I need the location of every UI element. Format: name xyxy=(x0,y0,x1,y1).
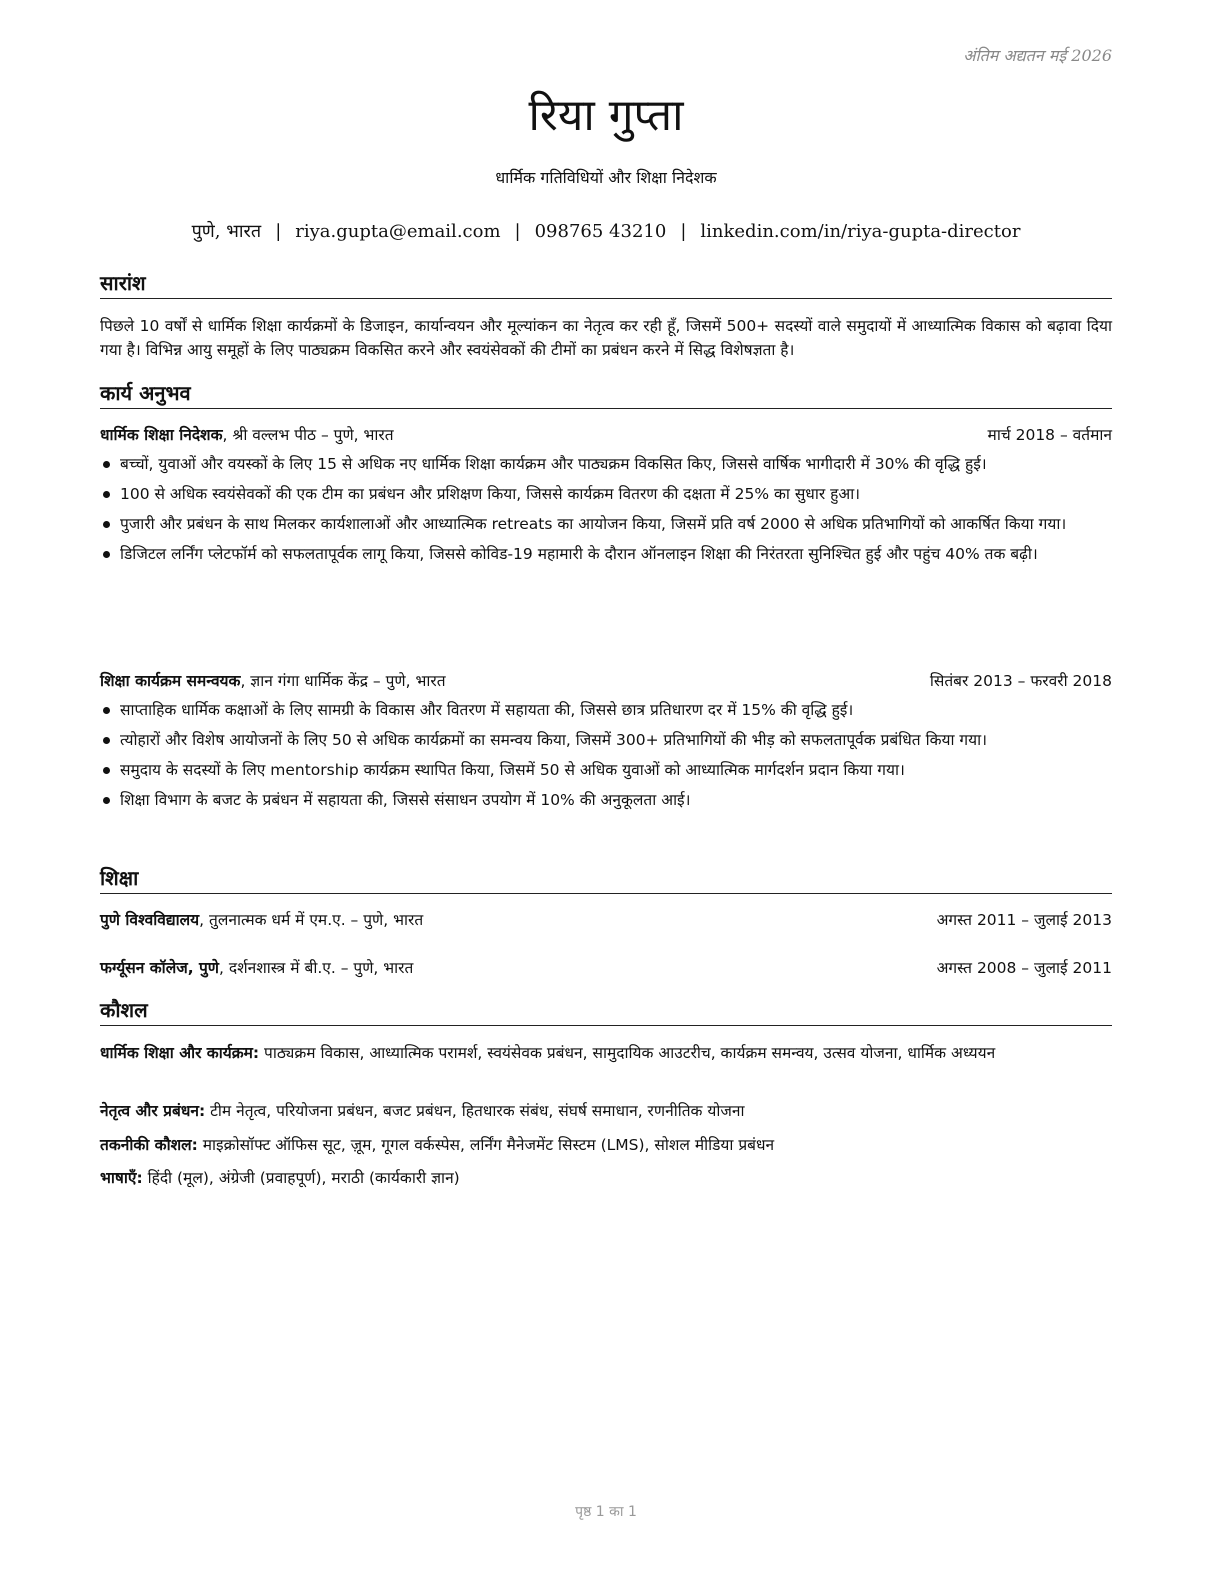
skill-value: माइक्रोसॉफ्ट ऑफिस सूट, ज़ूम, गूगल वर्कस्पेस, लर्निंग मैनेजमेंट सिस्टम (LMS), सोशल मीडिया प्रबंधन xyxy=(197,1136,775,1154)
job-title: शिक्षा कार्यक्रम समन्वयक xyxy=(100,672,241,690)
education-school: फर्ग्यूसन कॉलेज, पुणे xyxy=(100,959,219,977)
skill-row xyxy=(100,1166,1112,1190)
education-line xyxy=(100,907,423,933)
contact-linkedin[interactable]: linkedin.com/in/riya-gupta-director xyxy=(700,221,1021,242)
skill-label: तकनीकी कौशल: xyxy=(100,1136,198,1154)
education-entry xyxy=(100,955,1112,981)
job-title-line xyxy=(100,422,394,448)
job-dates: सितंबर 2013 – फरवरी 2018 xyxy=(929,672,1112,690)
job-header xyxy=(100,668,1112,694)
skill-row xyxy=(100,1099,1112,1123)
skill-label: भाषाएँ: xyxy=(100,1169,143,1187)
job-title: धार्मिक शिक्षा निदेशक xyxy=(100,426,223,444)
section-skills-heading: कौशल xyxy=(100,997,1112,1026)
education-dates: अगस्त 2008 – जुलाई 2011 xyxy=(936,959,1112,977)
candidate-name: रिया गुप्ता xyxy=(528,90,684,141)
contact-separator: | xyxy=(514,221,521,242)
contact-separator: | xyxy=(275,221,282,242)
section-summary-heading: सारांश xyxy=(100,270,1112,299)
list-item: त्योहारों और विशेष आयोजनों के लिए 50 से अधिक कार्यक्रमों का समन्वय किया, जिसमें 300+ प्रतिभागियों की भीड़ को सफलतापूर्वक प्रबंधित किया गया। xyxy=(100,728,1112,752)
skill-row xyxy=(100,1041,1112,1065)
page-number: पृष्ठ 1 का 1 xyxy=(575,1504,637,1520)
job-bullets xyxy=(100,698,1112,818)
summary-text: पिछले 10 वर्षों से धार्मिक शिक्षा कार्यक्रमों के डिजाइन, कार्यान्वयन और मूल्यांकन का नेतृत्व कर रही हूँ, जिसमें 500+ सदस्यों वाले समुदायों में आध्यात्मिक विकास को बढ़ावा दिया गया है। विभिन्न आयु समूहों के लिए पाठ्यक्रम विकसित करने और स्वयंसेवकों की टीमों का प्रबंधन करने में सिद्ध विशेषज्ञता है। xyxy=(100,317,1112,359)
skill-label: धार्मिक शिक्षा और कार्यक्रम: xyxy=(100,1044,260,1062)
job-title-line xyxy=(100,668,446,694)
contact-location: पुणे, भारत xyxy=(191,221,262,242)
education-line xyxy=(100,955,413,981)
contact-line xyxy=(100,219,1112,243)
skill-value: हिंदी (मूल), अंग्रेजी (प्रवाहपूर्ण), मराठी (कार्यकारी ज्ञान) xyxy=(142,1169,460,1187)
job-org: , ज्ञान गंगा धार्मिक केंद्र – पुणे, भारत xyxy=(240,672,446,690)
skill-value: टीम नेतृत्व, परियोजना प्रबंधन, बजट प्रबंधन, हितधारक संबंध, संघर्ष समाधान, रणनीतिक योजना xyxy=(205,1102,745,1120)
contact-separator: | xyxy=(680,221,687,242)
education-detail: , तुलनात्मक धर्म में एम.ए. – पुणे, भारत xyxy=(199,911,424,929)
job-bullets xyxy=(100,452,1112,572)
education-school: पुणे विश्वविद्यालय xyxy=(100,911,200,929)
job-org: , श्री वल्लभ पीठ – पुणे, भारत xyxy=(222,426,394,444)
education-entry xyxy=(100,907,1112,933)
list-item: साप्ताहिक धार्मिक कक्षाओं के लिए सामग्री के विकास और वितरण में सहायता की, जिससे छात्र प्रतिधारण दर में 15% की वृद्धि हुई। xyxy=(100,698,1112,722)
contact-phone[interactable]: 098765 43210 xyxy=(534,221,667,242)
last-updated: अंतिम अद्यतन मई 2026 xyxy=(963,46,1112,65)
education-detail: , दर्शनशास्त्र में बी.ए. – पुणे, भारत xyxy=(219,959,414,977)
list-item: 100 से अधिक स्वयंसेवकों की एक टीम का प्रबंधन और प्रशिक्षण किया, जिससे कार्यक्रम वितरण की दक्षता में 25% का सुधार हुआ। xyxy=(100,482,1112,506)
list-item: डिजिटल लर्निंग प्लेटफॉर्म को सफलतापूर्वक लागू किया, जिससे कोविड-19 महामारी के दौरान ऑनलाइन शिक्षा की निरंतरता सुनिश्चित हुई और पहुंच 40% तक बढ़ी। xyxy=(100,542,1112,566)
list-item: शिक्षा विभाग के बजट के प्रबंधन में सहायता की, जिससे संसाधन उपयोग में 10% की अनुकूलता आई। xyxy=(100,788,1112,812)
contact-email[interactable]: riya.gupta@email.com xyxy=(295,221,501,242)
job-dates: मार्च 2018 – वर्तमान xyxy=(987,426,1112,444)
section-education-heading: शिक्षा xyxy=(100,865,1112,894)
section-experience-heading: कार्य अनुभव xyxy=(100,380,1112,409)
education-dates: अगस्त 2011 – जुलाई 2013 xyxy=(936,911,1112,929)
list-item: समुदाय के सदस्यों के लिए mentorship कार्यक्रम स्थापित किया, जिसमें 50 से अधिक युवाओं को आध्यात्मिक मार्गदर्शन प्रदान किया गया। xyxy=(100,758,1112,782)
candidate-title: धार्मिक गतिविधियों और शिक्षा निदेशक xyxy=(495,168,717,187)
skill-row xyxy=(100,1133,1112,1157)
list-item: बच्चों, युवाओं और वयस्कों के लिए 15 से अधिक नए धार्मिक शिक्षा कार्यक्रम और पाठ्यक्रम विकसित किए, जिससे वार्षिक भागीदारी में 30% की वृद्धि हुई। xyxy=(100,452,1112,476)
skill-value: पाठ्यक्रम विकास, आध्यात्मिक परामर्श, स्वयंसेवक प्रबंधन, सामुदायिक आउटरीच, कार्यक्रम समन्वय, उत्सव योजना, धार्मिक अध्ययन xyxy=(259,1044,996,1062)
resume-page xyxy=(100,0,1112,1584)
job-header xyxy=(100,422,1112,448)
list-item: पुजारी और प्रबंधन के साथ मिलकर कार्यशालाओं और आध्यात्मिक retreats का आयोजन किया, जिसमें प्रति वर्ष 2000 से अधिक प्रतिभागियों को आकर्षित किया गया। xyxy=(100,512,1112,536)
skill-label: नेतृत्व और प्रबंधन: xyxy=(100,1102,206,1120)
